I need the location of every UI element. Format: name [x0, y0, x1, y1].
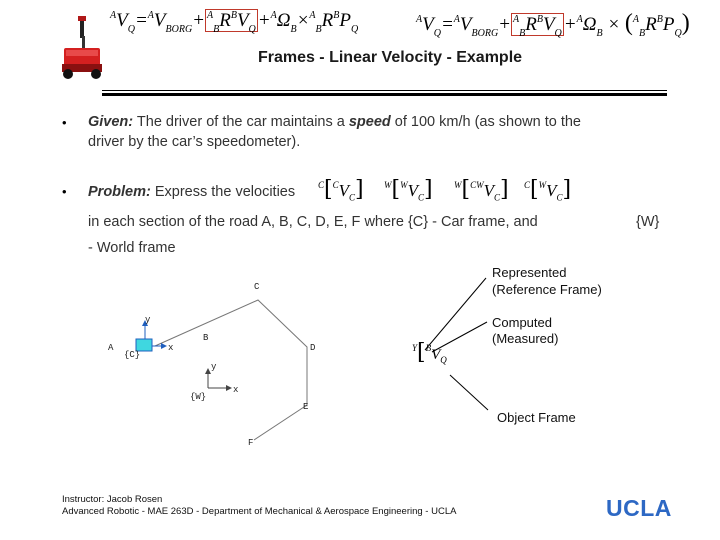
bullet-marker-1: • — [62, 115, 67, 130]
car-x-label: x — [168, 343, 174, 353]
velocity-c-c: $^C[^CV_C]$ — [318, 177, 364, 203]
ucla-logo: UCLA — [606, 495, 672, 521]
road-label-b: B — [203, 333, 209, 343]
problem-label: Problem: — [88, 184, 151, 200]
footer-course: Advanced Robotic - MAE 263D - Department of Mechanical & Aerospace Engineering - UCLA — [62, 506, 457, 517]
represented-label-2: (Reference Frame) — [492, 282, 602, 297]
given-text-after: of 100 km/h (as shown to the — [390, 114, 581, 130]
velocity-w-cw: $^W[^{CW}V_C]$ — [454, 177, 509, 203]
equation-velocity-cross: $^AV_Q=^AV_{BORG}+ ^A_BR^BV_Q +^A\Omega_B \times (^A_BR^BP_Q)$ — [416, 10, 690, 39]
bullet-marker-2: • — [62, 184, 67, 199]
problem-line2: in each section of the road A, B, C, D, E, F where {C} - Car frame, and — [88, 214, 538, 230]
pointer-object — [450, 375, 488, 410]
notation-velocity: $^Y[^BV_Q$ — [412, 340, 447, 365]
footer — [62, 494, 456, 518]
given-emph: speed — [348, 114, 391, 130]
road-label-f: F — [248, 438, 254, 448]
world-y-label: y — [211, 362, 217, 372]
road-label-a: A — [108, 343, 114, 353]
object-frame-label: Object Frame — [497, 410, 576, 425]
slide-title: Frames - Linear Velocity - Example — [257, 49, 523, 66]
world-x-label: x — [233, 385, 239, 395]
computed-label-1: Computed — [492, 315, 552, 330]
velocity-w-c: $^W[^WV_C]$ — [384, 177, 433, 203]
problem-line3: - World frame — [88, 240, 176, 256]
road-label-c: C — [254, 282, 260, 292]
road-label-e: E — [303, 402, 309, 412]
world-frame-label: {W} — [190, 392, 207, 402]
given-text-before: The driver of the car maintains a — [133, 114, 349, 130]
footer-instructor: Instructor: Jacob Rosen — [62, 494, 163, 505]
problem-line2-world: {W} — [636, 214, 660, 230]
problem-text: Express the velocities — [150, 184, 296, 200]
car-frame-label: {C} — [124, 350, 141, 360]
road-path — [155, 300, 307, 440]
equation-velocity-rotating: $^AV_Q=^AV_{BORG}+ ^A_BR^BV_Q +^A\Omega_B\times^A_BR^BP_Q$ — [110, 10, 359, 35]
computed-label-2: (Measured) — [492, 331, 559, 346]
velocity-c-wc: $^C[^WV_C]$ — [524, 177, 572, 203]
car-y-label: y — [145, 315, 151, 325]
represented-label-1: Represented — [492, 265, 567, 280]
road-label-d: D — [310, 343, 316, 353]
given-line2: driver by the car’s speedometer). — [88, 134, 301, 150]
given-label: Given: — [88, 114, 134, 130]
